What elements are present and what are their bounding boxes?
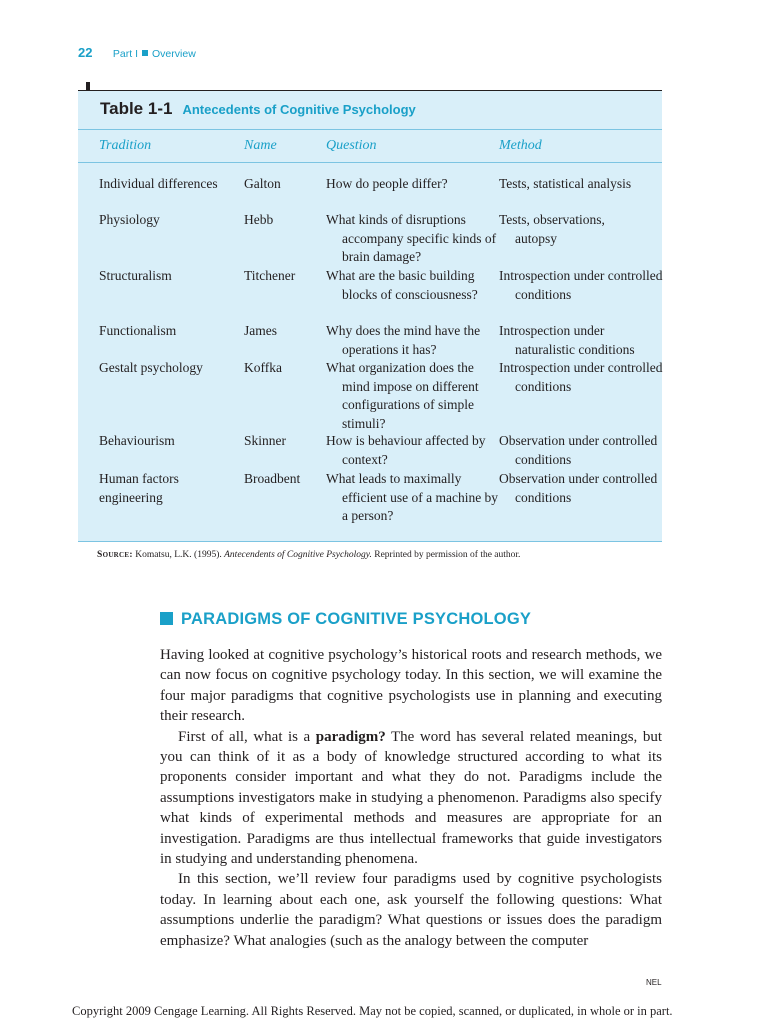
section-heading — [160, 610, 531, 629]
paragraph-2-start: First of all, what is a — [178, 728, 311, 745]
cell-question: What organization does the mind impose on different configurations of simple stimuli? — [326, 360, 479, 431]
cell-method: Observation under controlled conditions — [499, 433, 658, 467]
table-source-note — [97, 550, 520, 560]
table-title — [100, 99, 416, 119]
cell-tradition: Behaviourism — [99, 433, 175, 448]
paragraph-1: Having looked at cognitive psychology’s historical roots and research methods, we can now focus on cognitive psychology today. In this section, we will examine the four major paradigms that cognitive psychologists use in planning and executing their research. — [160, 647, 662, 725]
column-header-tradition: Tradition — [99, 138, 152, 153]
paragraph-2 — [160, 727, 662, 870]
cell-tradition: Human factors engineering — [99, 471, 179, 505]
source-citation: Komatsu, L.K. (1995). — [135, 550, 222, 560]
cell-name: Galton — [244, 176, 281, 191]
table-caption: Antecedents of Cognitive Psychology — [182, 102, 416, 117]
section-heading-text: PARADIGMS OF COGNITIVE PSYCHOLOGY — [181, 610, 532, 628]
part-label — [113, 48, 196, 60]
cell-name: Koffka — [244, 360, 282, 375]
cell-name: Hebb — [244, 212, 274, 227]
cell-question: How is behaviour affected by context? — [326, 433, 486, 467]
cell-tradition: Structuralism — [99, 268, 172, 283]
cell-name: Titchener — [244, 268, 296, 283]
square-bullet-icon — [160, 612, 173, 625]
cell-tradition: Physiology — [99, 212, 160, 227]
cell-name: James — [244, 323, 277, 338]
part-name: Part I — [112, 48, 139, 60]
table-rule-top — [78, 129, 662, 130]
body-text — [160, 645, 662, 951]
column-header-question: Question — [326, 138, 377, 153]
source-label: Source: — [97, 550, 133, 560]
cell-method: Tests, statistical analysis — [499, 176, 632, 191]
cell-name: Broadbent — [244, 471, 301, 486]
copyright-notice: Copyright 2009 Cengage Learning. All Rights Reserved. May not be copied, scanned, or duplicated, in whole or in part. — [72, 1004, 673, 1018]
cell-tradition: Gestalt psychology — [99, 360, 203, 375]
cell-method: Introspection under controlled conditions — [499, 268, 663, 302]
source-title: Antecendents of Cognitive Psychology. — [224, 550, 372, 560]
publisher-mark: NEL — [646, 978, 662, 987]
cell-question: How do people differ? — [326, 176, 448, 191]
cell-tradition: Functionalism — [99, 323, 177, 338]
cell-question: What kinds of disruptions accompany specific kinds of brain damage? — [326, 212, 497, 264]
table-rule-header — [78, 162, 662, 163]
paragraph-3: In this section, we’ll review four paradigms used by cognitive psychologists today. In learning about each one, ask yourself the following questions: What assumptions underlie the paradigm? What questions or issues does the paradigm emphasize? What analogies (such as the analogy between the computer — [160, 871, 662, 949]
square-bullet-icon — [142, 50, 148, 56]
cell-question: Why does the mind have the operations it has? — [326, 323, 481, 357]
cell-name: Skinner — [244, 433, 286, 448]
cell-question: What are the basic building blocks of consciousness? — [326, 268, 478, 302]
cell-method: Observation under controlled conditions — [499, 471, 658, 505]
cell-method: Tests, observations, autopsy — [499, 212, 605, 246]
paragraph-2-rest: The word has several related meanings, but you can think of it as a body of knowledge structured according to what its proponents consider important and what they do not. Paradigms include the assumptions investigators make in studying a phenomenon. Paradigms also specify what kinds of experimental methods and measures are appropriate for an investigation. Paradigms are thus intellectual frameworks that guide investigators in studying and understanding phenomena. — [160, 728, 662, 868]
antecedents-table — [78, 90, 662, 542]
part-section: Overview — [152, 48, 196, 60]
column-header-method: Method — [499, 138, 542, 153]
page-number: 22 — [78, 45, 93, 60]
cell-tradition: Individual differences — [99, 176, 218, 191]
running-head — [78, 44, 196, 62]
source-permission: Reprinted by permission of the author. — [374, 550, 521, 560]
table-number: Table 1-1 — [100, 99, 173, 118]
key-term-paradigm: paradigm? — [315, 728, 386, 745]
cell-method: Introspection under controlled conditions — [499, 360, 663, 394]
column-header-name: Name — [244, 138, 277, 153]
cell-method: Introspection under naturalistic conditions — [499, 323, 635, 357]
cell-question: What leads to maximally efficient use of a machine by a person? — [326, 471, 499, 523]
